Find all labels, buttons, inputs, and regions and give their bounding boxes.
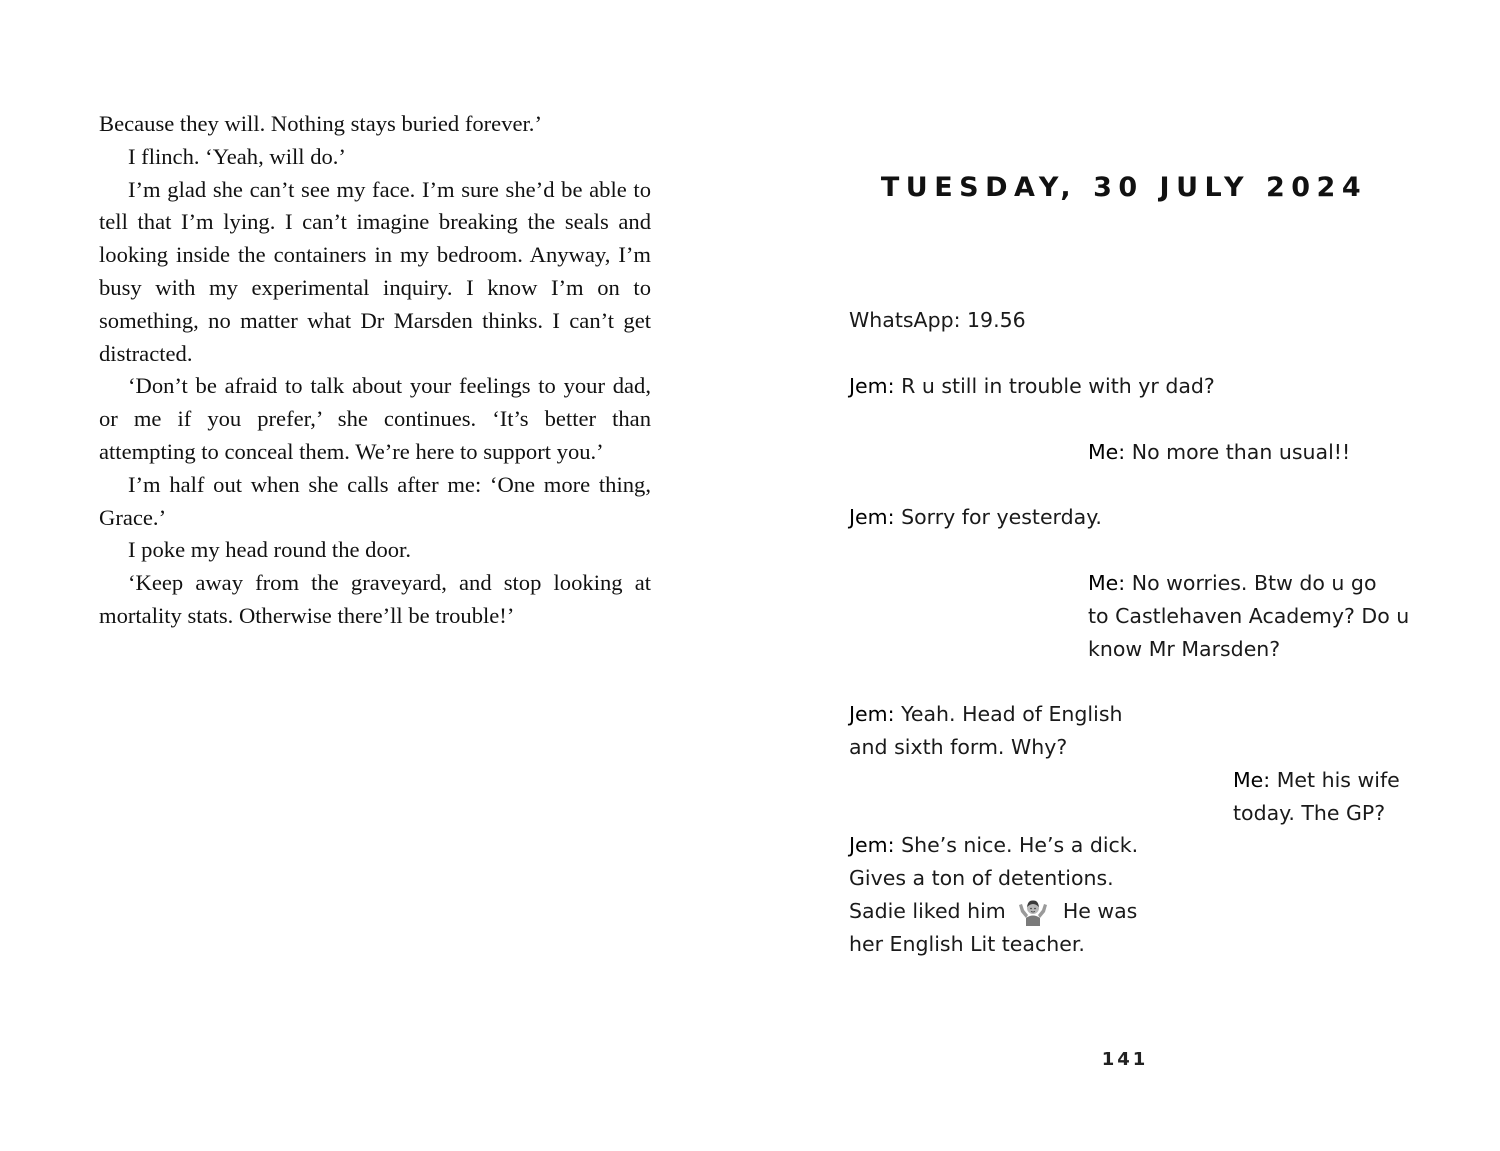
message-jem: [849, 829, 1138, 961]
paragraph: ‘Don’t be afraid to talk about your feelings to your dad, or me if you prefer,’ she continues. ‘It’s better than attempting to conceal them. We’re here to support you.’: [99, 373, 651, 464]
message-text: Met his wife: [1276, 768, 1400, 792]
message-text: He was: [1062, 899, 1138, 923]
message-jem: [849, 370, 1215, 403]
message-text: Yeah. Head of English: [901, 702, 1123, 726]
whatsapp-header: WhatsApp: 19.56: [849, 308, 1026, 332]
message-text: No worries. Btw do u go: [1131, 571, 1377, 595]
paragraph: I’m half out when she calls after me: ‘One more thing, Grace.’: [99, 471, 651, 530]
message-sender: Jem:: [849, 833, 895, 857]
message-text: No more than usual!!: [1131, 440, 1351, 464]
paragraph: I poke my head round the door.: [128, 537, 411, 563]
person-shrugging-icon: [1018, 896, 1048, 926]
paragraph: I flinch. ‘Yeah, will do.’: [128, 143, 346, 169]
paragraph: ‘Keep away from the graveyard, and stop looking at mortality stats. Otherwise there’ll be trouble!’: [99, 570, 651, 628]
message-sender: Jem:: [849, 374, 895, 398]
page-number: 141: [1101, 1049, 1149, 1070]
message-text: and sixth form. Why?: [849, 735, 1068, 759]
message-text: Sorry for yesterday.: [901, 505, 1102, 529]
message-sender: Me:: [1088, 571, 1126, 595]
message-sender: Me:: [1088, 440, 1126, 464]
message-sender: Me:: [1233, 768, 1271, 792]
message-text: Gives a ton of detentions.: [849, 866, 1114, 890]
paragraph: Because they will. Nothing stays buried forever.’: [99, 111, 542, 136]
message-jem: [849, 698, 1123, 764]
message-me: [1088, 436, 1350, 469]
message-me: [1088, 567, 1409, 666]
message-text: her English Lit teacher.: [849, 932, 1085, 956]
message-sender: Jem:: [849, 505, 895, 529]
message-me: [1233, 764, 1400, 830]
message-jem: [849, 501, 1102, 534]
date-heading: TUESDAY, 30 JULY 2024: [880, 172, 1368, 203]
message-text: know Mr Marsden?: [1088, 637, 1281, 661]
message-text: Sadie liked him: [849, 899, 1006, 923]
message-sender: Jem:: [849, 702, 895, 726]
paragraph: I’m glad she can’t see my face. I’m sure she’d be able to tell that I’m lying. I can’t imagine breaking the seals and looking inside the containers in my bedroom. Anyway, I’m busy with my experimental inquiry. I know I’m on to something, no matter what Dr Marsden thinks. I can’t get distracted.: [99, 176, 651, 366]
message-text: R u still in trouble with yr dad?: [901, 374, 1215, 398]
message-text: to Castlehaven Academy? Do u: [1088, 604, 1410, 628]
message-text: today. The GP?: [1233, 801, 1386, 825]
message-text: She’s nice. He’s a dick.: [901, 833, 1139, 857]
